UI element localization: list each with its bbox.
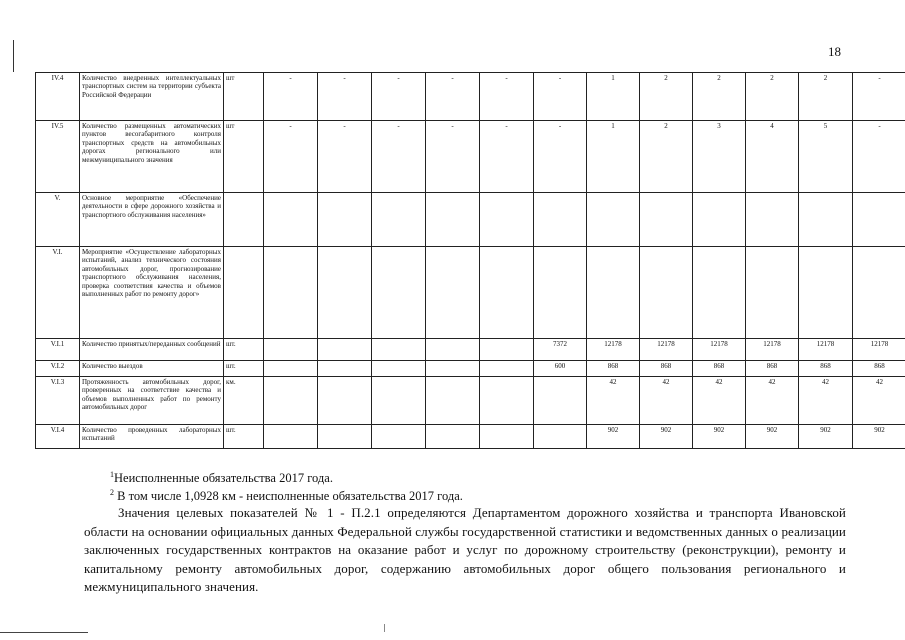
- value-cell: [264, 361, 318, 377]
- value-cell: [426, 425, 480, 449]
- value-cell: 902: [693, 425, 746, 449]
- value-cell: 3: [693, 121, 746, 193]
- value-cell: [480, 425, 534, 449]
- indicator-name: Количество размещенных автоматических пунктов весогабаритного контроля транспортных средств на автомобильных дорогах регионального или межмуниципального значения: [80, 121, 224, 193]
- unit-cell: шт.: [224, 425, 264, 449]
- value-cell: 42: [640, 377, 693, 425]
- footnotes: [110, 470, 463, 504]
- value-cell: 12178: [853, 339, 905, 361]
- value-cell: 902: [640, 425, 693, 449]
- value-cell: 12178: [799, 339, 853, 361]
- value-cell: [318, 377, 372, 425]
- value-cell: [372, 339, 426, 361]
- row-code: V.I.2: [36, 361, 80, 377]
- unit-cell: шт.: [224, 361, 264, 377]
- value-cell: [480, 247, 534, 339]
- value-cell: [264, 339, 318, 361]
- table-row: [36, 361, 905, 377]
- value-cell: -: [372, 73, 426, 121]
- margin-line: [13, 40, 14, 72]
- value-cell: 12178: [587, 339, 640, 361]
- value-cell: [426, 377, 480, 425]
- footer-line: [0, 632, 88, 633]
- value-cell: 2: [693, 73, 746, 121]
- value-cell: [480, 193, 534, 247]
- value-cell: [534, 193, 587, 247]
- value-cell: -: [318, 121, 372, 193]
- value-cell: [799, 193, 853, 247]
- value-cell: [480, 361, 534, 377]
- value-cell: 12178: [640, 339, 693, 361]
- value-cell: 42: [693, 377, 746, 425]
- scan-mark: [384, 624, 385, 632]
- unit-cell: [224, 247, 264, 339]
- value-cell: [587, 193, 640, 247]
- value-cell: [746, 247, 799, 339]
- value-cell: -: [480, 73, 534, 121]
- value-cell: [372, 193, 426, 247]
- value-cell: -: [426, 73, 480, 121]
- row-code: V.I.4: [36, 425, 80, 449]
- page-number: 18: [828, 44, 841, 59]
- value-cell: 868: [853, 361, 905, 377]
- value-cell: [853, 247, 905, 339]
- value-cell: [372, 361, 426, 377]
- table-row: [36, 339, 905, 361]
- value-cell: [693, 193, 746, 247]
- value-cell: -: [264, 121, 318, 193]
- table-row: [36, 73, 905, 121]
- row-code: V.I.3: [36, 377, 80, 425]
- indicator-name: Количество принятых/переданных сообщений: [80, 339, 224, 361]
- value-cell: 7372: [534, 339, 587, 361]
- indicators-table: [35, 72, 905, 449]
- footnote-2: $^2$ В том числе 1,0928 км - неисполненные обязательства 2017 года.: [110, 487, 463, 503]
- value-cell: 868: [640, 361, 693, 377]
- value-cell: 902: [853, 425, 905, 449]
- table-row: [36, 121, 905, 193]
- value-cell: 4: [746, 121, 799, 193]
- row-code: V.I.1: [36, 339, 80, 361]
- value-cell: 12178: [746, 339, 799, 361]
- value-cell: [318, 339, 372, 361]
- value-cell: 902: [587, 425, 640, 449]
- value-cell: 1: [587, 121, 640, 193]
- value-cell: [426, 339, 480, 361]
- value-cell: 2: [799, 73, 853, 121]
- value-cell: 868: [799, 361, 853, 377]
- unit-cell: шт: [224, 121, 264, 193]
- value-cell: -: [853, 73, 905, 121]
- value-cell: -: [534, 121, 587, 193]
- value-cell: [640, 247, 693, 339]
- value-cell: 2: [640, 73, 693, 121]
- unit-cell: шт: [224, 73, 264, 121]
- value-cell: [426, 361, 480, 377]
- methodology-paragraph: Значения целевых показателей № 1 - П.2.1 определяются Департаментом дорожного хозяйства и транспорта Ивановской области на основании официальных данных Федеральной службы государственной статистики и ведомственных данных о реализации заключенных государственных контрактов на оказание работ и услуг по дорожному строительству (реконструкции), ремонту и капитальному ремонту автомобильных дорог, содержанию автомобильных дорог общего пользования регионального и межмуниципального значения.: [84, 505, 846, 594]
- value-cell: -: [534, 73, 587, 121]
- value-cell: [372, 247, 426, 339]
- value-cell: 42: [799, 377, 853, 425]
- value-cell: [534, 377, 587, 425]
- value-cell: [693, 247, 746, 339]
- value-cell: -: [426, 121, 480, 193]
- value-cell: [318, 361, 372, 377]
- value-cell: 868: [746, 361, 799, 377]
- value-cell: -: [853, 121, 905, 193]
- table-row: [36, 377, 905, 425]
- value-cell: -: [480, 121, 534, 193]
- value-cell: [587, 247, 640, 339]
- value-cell: 2: [746, 73, 799, 121]
- value-cell: [746, 193, 799, 247]
- indicator-name: Основное мероприятие «Обеспечение деятельности в сфере дорожного хозяйства и транспортного обслуживания населения»: [80, 193, 224, 247]
- value-cell: [480, 377, 534, 425]
- value-cell: [853, 193, 905, 247]
- value-cell: [264, 425, 318, 449]
- value-cell: 600: [534, 361, 587, 377]
- value-cell: [372, 425, 426, 449]
- unit-cell: км.: [224, 377, 264, 425]
- value-cell: 868: [693, 361, 746, 377]
- value-cell: 902: [799, 425, 853, 449]
- value-cell: [534, 425, 587, 449]
- value-cell: [264, 193, 318, 247]
- table-row: [36, 247, 905, 339]
- row-code: IV.4: [36, 73, 80, 121]
- value-cell: 5: [799, 121, 853, 193]
- footnote-1: $^1$Неисполненные обязательства 2017 года.: [110, 469, 333, 485]
- value-cell: [640, 193, 693, 247]
- indicator-name: Количество проведенных лабораторных испытаний: [80, 425, 224, 449]
- table-row: [36, 425, 905, 449]
- table-row: [36, 193, 905, 247]
- row-code: V.: [36, 193, 80, 247]
- value-cell: -: [264, 73, 318, 121]
- value-cell: -: [318, 73, 372, 121]
- indicator-name: Протяженность автомобильных дорог, проверенных на соответствие качества и объемов выполненных работ по ремонту автомобильных дорог: [80, 377, 224, 425]
- value-cell: [318, 247, 372, 339]
- row-code: IV.5: [36, 121, 80, 193]
- value-cell: [534, 247, 587, 339]
- value-cell: 2: [640, 121, 693, 193]
- value-cell: [264, 377, 318, 425]
- value-cell: [264, 247, 318, 339]
- value-cell: [480, 339, 534, 361]
- row-code: V.I.: [36, 247, 80, 339]
- value-cell: [426, 247, 480, 339]
- value-cell: 868: [587, 361, 640, 377]
- indicator-name: Количество выездов: [80, 361, 224, 377]
- value-cell: 42: [587, 377, 640, 425]
- value-cell: [426, 193, 480, 247]
- value-cell: 42: [746, 377, 799, 425]
- value-cell: [372, 377, 426, 425]
- unit-cell: [224, 193, 264, 247]
- value-cell: 902: [746, 425, 799, 449]
- value-cell: 12178: [693, 339, 746, 361]
- value-cell: 42: [853, 377, 905, 425]
- value-cell: [799, 247, 853, 339]
- value-cell: [318, 193, 372, 247]
- value-cell: -: [372, 121, 426, 193]
- indicator-name: Количество внедренных интеллектуальных транспортных систем на территории субъекта Российской Федерации: [80, 73, 224, 121]
- value-cell: 1: [587, 73, 640, 121]
- value-cell: [318, 425, 372, 449]
- unit-cell: шт.: [224, 339, 264, 361]
- indicator-name: Мероприятие «Осуществление лабораторных испытаний, анализ технического состояния автомобильных дорог, прогнозирование транспортного обслуживания населения, проверка соответствия качества и объемов выполненных работ по ремонту дорог»: [80, 247, 224, 339]
